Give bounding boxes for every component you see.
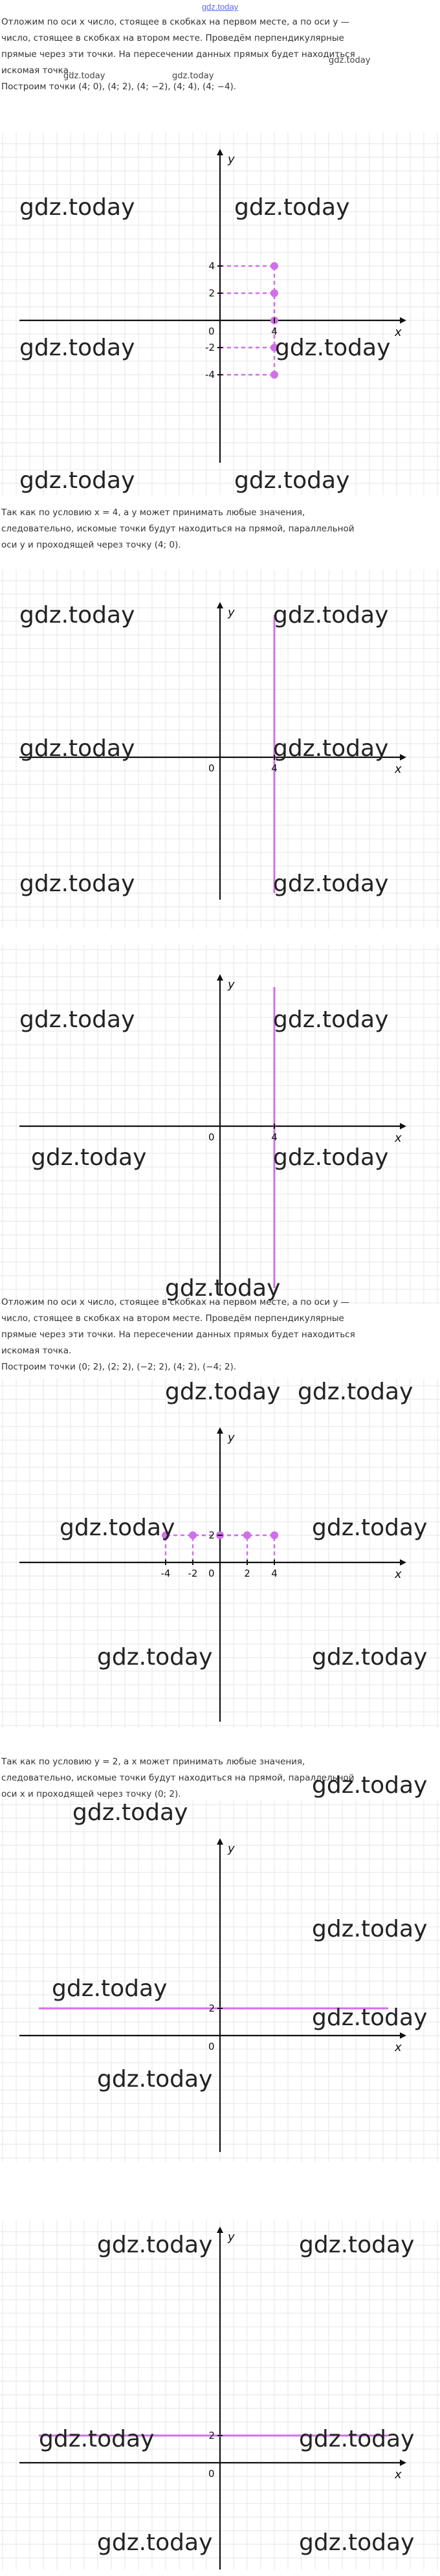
x-tick-label: 4 [271,762,278,774]
x-axis-label: x [395,1131,402,1145]
y-tick-label: -4 [205,369,215,381]
origin-label: 0 [208,2041,215,2052]
y-axis-label: y [228,978,235,992]
watermark: gdz.today [165,1275,281,1302]
text-line: Отложим по оси x число, стоящее в скобках на первом месте, а по оси y — [1,17,350,27]
y-axis-arrow [217,2226,223,2233]
watermark: gdz.today [72,1799,188,1826]
origin-label: 0 [208,1568,215,1579]
y-tick-label: 2 [208,287,215,299]
text-line: Так как по условию y = 2, а x может принимать любые значения, [1,1757,305,1767]
y-axis-label: y [228,153,235,166]
data-point [270,262,278,270]
watermark: gdz.today [234,194,350,221]
watermark: gdz.today [19,335,135,361]
x-tick-label: 4 [271,1131,278,1143]
graph-3-svg [0,945,440,1304]
text-line: прямые через эти точки. На пересечении данных прямых будет находиться [1,1329,355,1340]
watermark-small: gdz.today [172,71,214,81]
x-tick-label: -2 [188,1568,198,1579]
y-axis-label: y [228,1842,235,1856]
text-line: следовательно, искомые точки будут находиться на прямой, параллельной [1,524,355,534]
y-axis-label: y [228,2230,235,2244]
watermark: gdz.today [312,1644,428,1671]
watermark: gdz.today [97,1644,213,1671]
origin-label: 0 [208,2468,215,2480]
text-line: Построим точки (0; 2), (2; 2), (−2; 2), (4; 2), (−4; 2). [1,1362,237,1372]
graph-4 [0,1379,440,1728]
x-axis-label: x [395,2041,402,2054]
y-tick-label: 2 [208,2430,215,2441]
y-tick-label: 2 [208,1529,215,1541]
text-line: оси y и проходящей через точку (4; 0). [1,540,181,550]
text-line: число, стоящее в скобках на втором месте. Проведём перпендикулярные [1,1313,344,1324]
watermark: gdz.today [275,335,391,361]
paragraph-1 [1,14,439,95]
graph-3 [0,945,440,1304]
x-axis-label: x [395,326,402,339]
text-line: Отложим по оси x число, стоящее в скобках на первом месте, а по оси y — [1,1297,350,1307]
watermark: gdz.today [19,194,135,221]
x-axis-arrow [400,1559,406,1566]
data-point [270,1531,278,1539]
origin-label: 0 [208,762,215,774]
watermark: gdz.today [299,2426,415,2452]
x-axis-arrow [400,2032,406,2039]
x-axis-arrow [400,1123,406,1129]
text-line: Построим точки (4; 0), (4; 2), (4; −2), (4; 4), (4; −4). [1,82,237,92]
text-line: число, стоящее в скобках на втором месте. Проведём перпендикулярные [1,33,344,43]
data-point [270,289,278,297]
watermark: gdz.today [234,467,350,494]
watermark: gdz.today [97,2066,213,2093]
text-line: следовательно, искомые точки будут находиться на прямой, параллельной [1,1773,355,1783]
x-tick-label: -4 [160,1568,171,1579]
text-line: оси x и проходящей через точку (0; 2). [1,1789,181,1799]
data-point [189,1531,197,1539]
x-axis-arrow [400,317,406,324]
text-line: искомая точка. [1,1346,72,1356]
y-axis-arrow [217,1427,223,1434]
graph-1 [0,133,440,495]
text-line: Так как по условию x = 4, а y может принимать любые значения, [1,507,305,518]
watermark: gdz.today [60,1515,175,1541]
graph-4-svg [0,1379,440,1728]
origin-label: 0 [208,326,215,337]
graph-5 [0,1799,440,2162]
y-axis-arrow [217,149,223,155]
watermark: gdz.today [19,735,135,762]
y-axis-label: y [228,606,235,619]
x-axis-arrow [400,754,406,761]
watermark: gdz.today [19,871,135,897]
y-axis-arrow [217,974,223,981]
watermark: gdz.today [273,871,389,897]
watermark: gdz.today [312,1916,428,1942]
graph-6 [0,2220,440,2570]
x-tick-label: 4 [271,326,278,337]
watermark: gdz.today [312,2004,428,2031]
text-line: прямые через эти точки. На пересечении данных прямых будет находиться [1,49,355,60]
x-axis-label: x [395,1568,402,1581]
watermark: gdz.today [19,602,135,628]
data-point [243,1531,251,1539]
watermark: gdz.today [273,1144,389,1171]
watermark: gdz.today [312,1515,428,1541]
watermark: gdz.today [273,602,389,628]
watermark: gdz.today [299,2529,415,2556]
x-axis-arrow [400,2459,406,2466]
x-tick-label: 2 [244,1568,250,1579]
watermark-small: gdz.today [63,71,105,81]
y-axis-arrow [217,602,223,608]
watermark: gdz.today [19,1006,135,1033]
watermark: gdz.today [298,1379,413,1405]
y-axis-label: y [228,1431,235,1445]
x-axis-label: x [395,762,402,776]
graph-2 [0,570,440,929]
watermark: gdz.today [19,467,135,494]
paragraph-2 [1,505,439,553]
site-link[interactable]: gdz.today [201,2,239,12]
y-tick-label: 2 [208,2003,215,2014]
paragraph-3 [1,1294,439,1375]
watermark: gdz.today [52,1975,168,2002]
page-header [0,0,440,13]
watermark-small: gdz.today [329,56,371,65]
watermark: gdz.today [39,2426,155,2452]
watermark: gdz.today [97,2232,213,2258]
data-point [270,371,278,379]
origin-label: 0 [208,1131,215,1143]
graph-1-svg [0,133,440,495]
watermark: gdz.today [165,1379,281,1405]
watermark: gdz.today [31,1144,147,1171]
watermark: gdz.today [273,1006,389,1033]
y-tick-label: -2 [205,342,215,353]
x-tick-label: 4 [271,1568,278,1579]
watermark: gdz.today [299,2232,415,2258]
y-axis-arrow [217,1838,223,1845]
x-axis-label: x [395,2468,402,2482]
watermark: gdz.today [273,735,389,762]
watermark: gdz.today [312,1772,428,1799]
watermark: gdz.today [97,2529,213,2556]
graph-6-svg [0,2220,440,2570]
text-line: искомая точка. [1,65,72,76]
y-tick-label: 4 [208,260,215,272]
